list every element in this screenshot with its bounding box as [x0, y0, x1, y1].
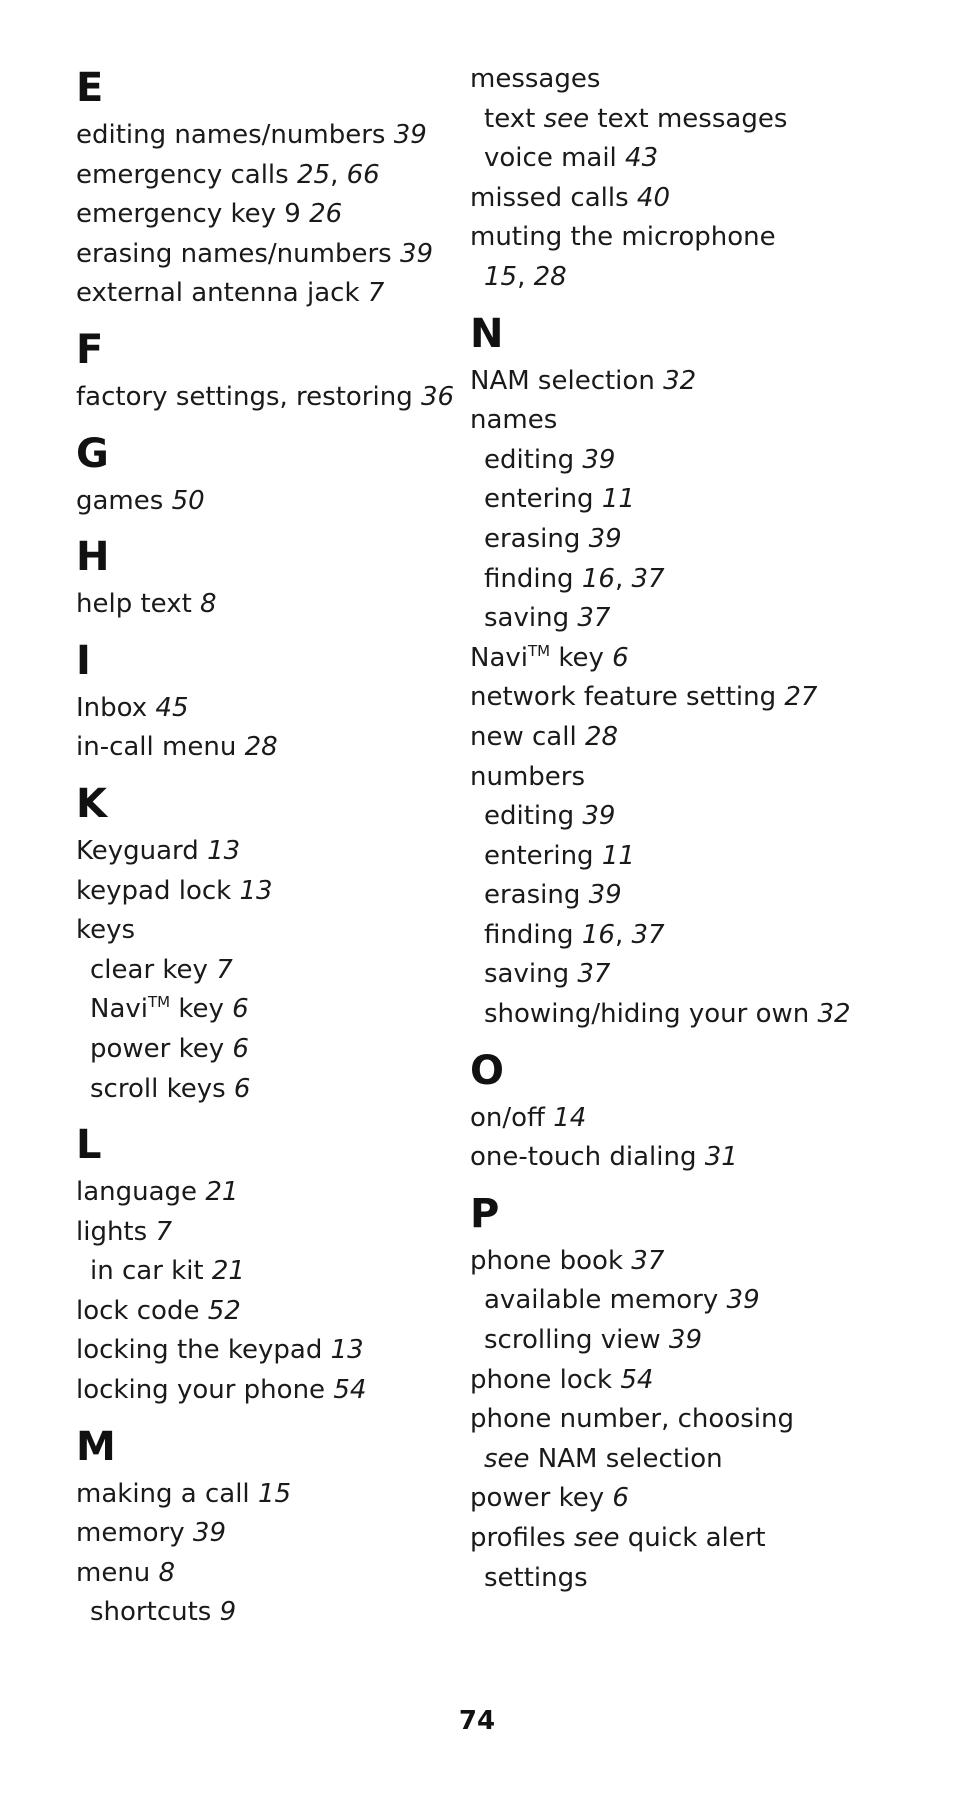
index-entry: [470, 1138, 930, 1178]
entry-text: muting the microphone: [470, 222, 776, 253]
index-subentry: [470, 955, 930, 995]
entry-text: entering: [484, 484, 602, 515]
page-ref: 37: [631, 563, 665, 594]
index-subentry: [470, 520, 930, 560]
section-letter: K: [76, 780, 107, 827]
index-entry: [76, 1371, 456, 1411]
page-ref: 50: [171, 485, 205, 516]
index-section-p: [470, 1186, 930, 1598]
index-entry: [470, 60, 930, 100]
index-entry: [76, 1213, 456, 1253]
index-entry: [470, 1400, 930, 1440]
page-ref: 39: [393, 120, 427, 150]
entry-text: locking the keypad: [76, 1335, 331, 1366]
entry-text: scrolling view: [484, 1325, 669, 1356]
index-entry: [76, 235, 456, 275]
entry-text: shortcuts: [90, 1597, 220, 1628]
entry-text: ,: [517, 261, 534, 292]
index-subentry: [470, 876, 930, 916]
entry-text: editing: [484, 801, 583, 832]
index-entry: [470, 718, 930, 758]
page-ref: 7: [155, 1216, 172, 1247]
entry-text: lights: [76, 1216, 156, 1247]
page-ref: 8: [200, 589, 217, 620]
entry-text: factory settings, restoring: [76, 381, 421, 412]
index-entry: [470, 1519, 930, 1559]
entry-text: key: [550, 642, 613, 673]
index-entry: [470, 1099, 930, 1139]
page-ref: 7: [216, 954, 233, 985]
trademark-mark: TM: [148, 993, 171, 1012]
entry-text: Inbox: [76, 692, 156, 723]
section-letter: I: [76, 637, 91, 684]
page-ref: 39: [582, 801, 616, 832]
index-entry: [76, 832, 456, 872]
section-letter: E: [76, 65, 104, 111]
page-ref: 39: [588, 523, 622, 554]
index-entry: [76, 911, 456, 951]
index-entry: [76, 689, 456, 729]
page-ref: 21: [205, 1177, 239, 1208]
index-column-right: [470, 60, 930, 1606]
index-section-g: [76, 426, 456, 522]
entry-text: saving: [484, 959, 578, 990]
entry-text: available memory: [484, 1285, 727, 1316]
section-letter: G: [76, 430, 109, 477]
page-ref: 37: [577, 603, 611, 634]
entry-text: key: [170, 994, 233, 1025]
entry-text: games: [76, 485, 172, 516]
entry-text: voice mail: [484, 143, 626, 174]
entry-text: missed calls: [470, 182, 637, 213]
page-ref: 6: [232, 1033, 249, 1064]
index-subentry: [76, 951, 456, 991]
page-ref: 43: [625, 143, 659, 174]
entry-text: keys: [76, 915, 136, 946]
page-ref: 14: [553, 1102, 587, 1133]
entry-text: network feature setting: [470, 682, 785, 713]
index-section-continued: [470, 60, 930, 298]
index-entry: [470, 639, 930, 679]
index-subentry: [470, 995, 930, 1035]
page-ref: 39: [726, 1285, 760, 1316]
index-subentry: [470, 916, 930, 956]
entry-text: editing names/numbers: [76, 120, 394, 150]
page-ref: 54: [333, 1375, 367, 1406]
entry-text: numbers: [470, 761, 586, 792]
page-ref: 45: [155, 692, 189, 723]
page-ref: 28: [244, 732, 278, 763]
entry-text: Keyguard: [76, 835, 208, 866]
index-entry: [76, 1554, 456, 1594]
entry-text: memory: [76, 1518, 193, 1549]
page-number: 74: [458, 1706, 496, 1736]
page-ref: 66: [346, 159, 380, 190]
index-subentry: [470, 1281, 930, 1321]
trademark-mark: TM: [528, 641, 551, 660]
section-letter: F: [76, 326, 104, 373]
page-ref: 25: [296, 159, 331, 190]
page-ref: 13: [207, 835, 241, 866]
page-ref: 6: [612, 1483, 629, 1514]
index-entry: [470, 1361, 930, 1401]
entry-text: profiles: [470, 1523, 574, 1553]
index-column-left: [76, 60, 456, 1641]
index-subentry: [76, 1070, 456, 1110]
page-ref: 39: [192, 1518, 226, 1549]
section-letter: N: [470, 310, 504, 357]
index-entry: [76, 1331, 456, 1371]
page-ref: 9: [219, 1597, 237, 1628]
index-subentry: [470, 1321, 930, 1361]
entry-text: new call: [470, 721, 585, 752]
index-entry: [76, 156, 456, 196]
entry-text: messages: [470, 64, 601, 94]
page-ref: 21: [211, 1256, 245, 1287]
index-section-l: [76, 1117, 456, 1411]
index-subentry: [470, 258, 930, 298]
index-entry: [76, 728, 456, 768]
index-entry: [470, 179, 930, 219]
page-ref: 11: [601, 840, 635, 871]
entry-text: help text: [76, 589, 201, 620]
page-ref: 8: [158, 1557, 176, 1588]
index-subentry: [470, 1559, 930, 1599]
index-entry: [76, 872, 456, 912]
index-subentry: [470, 480, 930, 520]
page-ref: 37: [577, 959, 611, 990]
index-entry: [76, 116, 456, 156]
section-letter: P: [470, 1190, 500, 1237]
page-ref: 11: [601, 484, 635, 515]
page-ref: 54: [620, 1364, 654, 1395]
index-entry: [470, 1242, 930, 1282]
page-ref: 52: [207, 1295, 241, 1326]
index-subentry: [470, 560, 930, 600]
entry-text: Navi: [470, 642, 528, 673]
page-ref: 39: [399, 238, 434, 269]
index-subentry: [470, 139, 930, 179]
index-subentry: [470, 1440, 930, 1480]
index-section-h: [76, 529, 456, 625]
section-letter: O: [470, 1047, 505, 1094]
index-entry: [470, 218, 930, 258]
page-ref: 39: [668, 1325, 703, 1356]
entry-text: erasing: [484, 880, 589, 911]
page-ref: 13: [330, 1335, 364, 1366]
index-entry: [470, 362, 930, 402]
page-ref: 13: [239, 875, 273, 906]
entry-text: language: [76, 1177, 206, 1208]
index-section-f: [76, 322, 456, 418]
entry-text: making a call: [76, 1478, 258, 1509]
index-section-k: [76, 776, 456, 1109]
entry-text: NAM selection: [470, 365, 664, 396]
entry-text: phone book: [470, 1245, 632, 1276]
entry-text: phone number, choosing: [470, 1404, 794, 1435]
entry-text: power key: [470, 1483, 613, 1514]
page-ref: see: [484, 1443, 530, 1474]
index-entry: [470, 758, 930, 798]
index-subentry: [76, 1030, 456, 1070]
entry-text: keypad lock: [76, 875, 240, 906]
page-ref: 32: [817, 999, 851, 1030]
entry-text: menu: [76, 1557, 159, 1588]
index-section-m: [76, 1419, 456, 1633]
entry-text: entering: [484, 840, 602, 871]
index-entry: [470, 401, 930, 441]
index-entry: [76, 1292, 456, 1332]
entry-text: power key: [90, 1033, 233, 1064]
entry-text: on/off: [470, 1102, 554, 1133]
entry-text: erasing names/numbers: [76, 238, 400, 269]
entry-text: lock code: [76, 1295, 208, 1326]
page-ref: see: [573, 1523, 620, 1553]
index-subentry: [470, 797, 930, 837]
page-ref: 6: [232, 994, 249, 1025]
index-subentry: [470, 599, 930, 639]
section-letter: M: [76, 1423, 116, 1470]
page-ref: 39: [588, 880, 622, 911]
entry-text: Navi: [90, 994, 148, 1025]
entry-text: in-call menu: [76, 732, 245, 763]
entry-text: in car kit: [90, 1256, 212, 1287]
page-ref: 40: [636, 182, 670, 213]
index-subentry: [76, 990, 456, 1030]
index-subentry: [470, 837, 930, 877]
index-subentry: [470, 100, 930, 140]
index-entry: [76, 585, 456, 625]
entry-text: erasing: [484, 523, 589, 554]
page-ref: 31: [704, 1142, 738, 1173]
page-ref: 6: [612, 642, 629, 673]
page-ref: 27: [784, 682, 818, 713]
index-entry: [470, 678, 930, 718]
entry-text: text messages: [589, 103, 788, 134]
index-entry: [76, 195, 456, 235]
page-ref: see: [543, 103, 590, 134]
entry-text: phone lock: [470, 1364, 621, 1395]
page-ref: 6: [233, 1073, 251, 1104]
page-ref: 26: [309, 199, 343, 230]
index-subentry: [76, 1593, 456, 1633]
index-entry: [76, 274, 456, 314]
entry-text: names: [470, 405, 558, 436]
entry-text: finding: [484, 563, 582, 594]
index-entry: [470, 1479, 930, 1519]
index-section-o: [470, 1043, 930, 1178]
entry-text: settings: [484, 1562, 588, 1593]
entry-text: one-touch dialing: [470, 1142, 705, 1173]
entry-text: NAM selection: [529, 1443, 723, 1474]
entry-text: ,: [614, 563, 632, 594]
entry-text: finding: [484, 919, 582, 950]
page-ref: 36: [420, 381, 455, 412]
page-ref: 39: [582, 444, 616, 475]
page-ref: 37: [631, 1245, 665, 1276]
index-entry: [76, 378, 456, 418]
page-ref: 16: [581, 563, 615, 594]
index-section-i: [76, 633, 456, 768]
entry-text: showing/hiding your own: [484, 999, 818, 1030]
entry-text: locking your phone: [76, 1375, 334, 1406]
entry-text: ,: [330, 159, 347, 190]
index-section-n: [470, 306, 930, 1035]
page-ref: 28: [584, 721, 619, 752]
entry-text: external antenna jack: [76, 278, 368, 309]
index-subentry: [470, 441, 930, 481]
page-ref: 28: [533, 261, 567, 292]
entry-text: saving: [484, 603, 578, 634]
index-entry: [76, 1514, 456, 1554]
page-ref: 37: [631, 919, 665, 950]
entry-text: editing: [484, 444, 583, 475]
entry-text: scroll keys: [90, 1073, 234, 1104]
entry-text: emergency calls: [76, 159, 297, 190]
entry-text: quick alert: [619, 1523, 766, 1553]
entry-text: clear key: [90, 954, 217, 985]
entry-text: emergency key 9: [76, 199, 310, 230]
page-ref: 15: [484, 261, 518, 292]
section-letter: H: [76, 534, 110, 581]
index-section-e: [76, 60, 456, 314]
entry-text: text: [484, 103, 544, 134]
page-ref: 16: [581, 919, 615, 950]
index-subentry: [76, 1252, 456, 1292]
section-letter: L: [76, 1122, 102, 1169]
index-entry: [76, 482, 456, 522]
page-ref: 7: [367, 278, 385, 309]
index-entry: [76, 1475, 456, 1515]
index-entry: [76, 1173, 456, 1213]
entry-text: ,: [614, 919, 632, 950]
page-ref: 32: [663, 365, 697, 396]
page-ref: 15: [257, 1478, 292, 1509]
